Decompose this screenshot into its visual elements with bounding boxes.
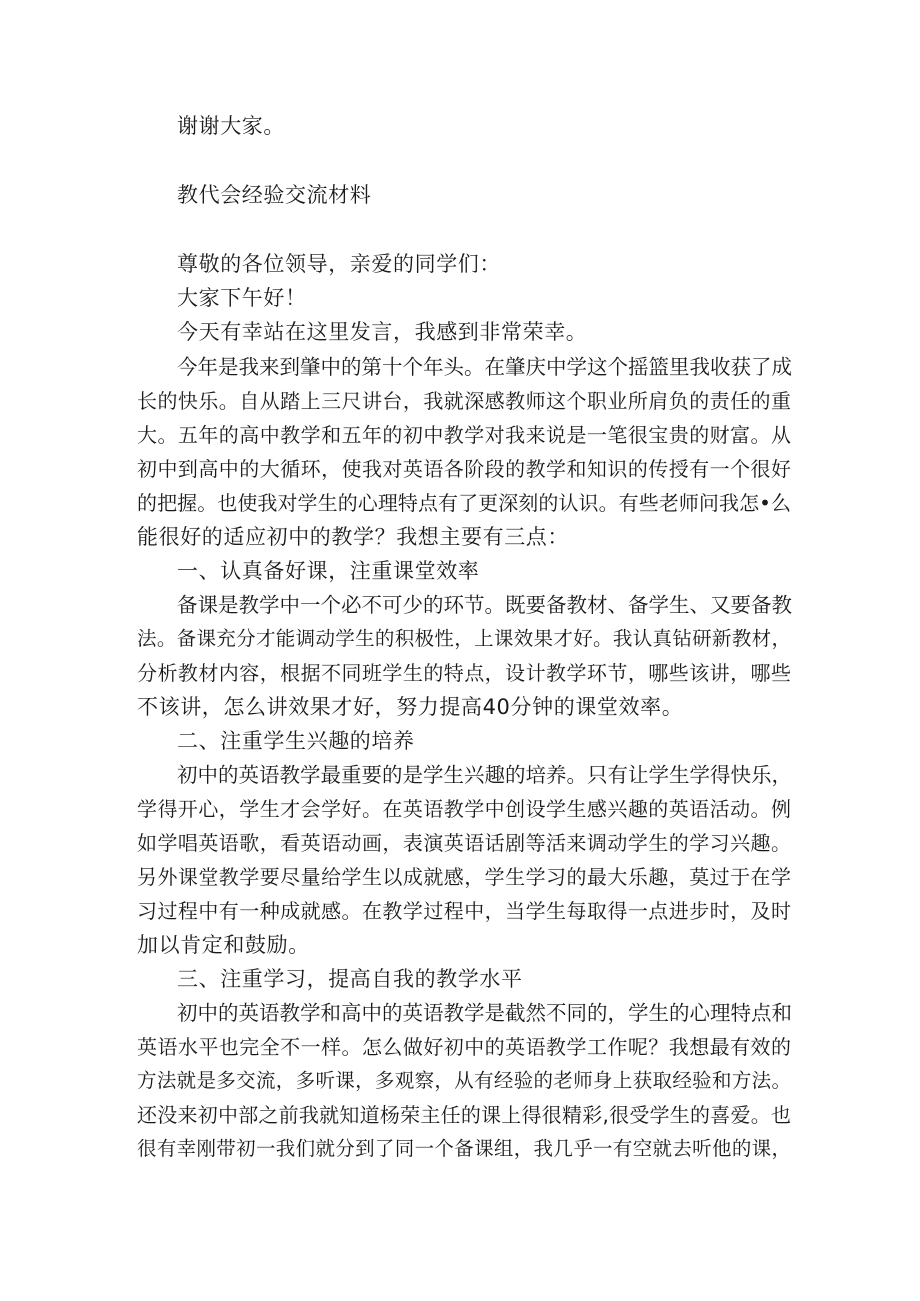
section-heading: 二、注重学生兴趣的培养: [177, 729, 415, 753]
paragraph-line: 加以肯定和鼓励。: [137, 933, 310, 957]
paragraph-line: 不该讲，怎么讲效果才好，努力提高40分钟的课堂效率。: [137, 695, 684, 719]
paragraph-line: 备课是教学中一个必不可少的环节。既要备教材、备学生、又要备教: [177, 593, 792, 617]
section-heading: 一、认真备好课，注重课堂效率: [177, 559, 480, 583]
paragraph-line: 如学唱英语歌，看英语动画，表演英语话剧等活来调动学生的学习兴趣。: [137, 831, 791, 855]
paragraph-line: 能很好的适应初中的教学？我想主要有三点：: [137, 525, 569, 549]
paragraph-line: 还没来初中部之前我就知道杨荣主任的课上得很精彩,很受学生的喜爱。也: [137, 1103, 791, 1127]
section-heading: 三、注重学习，提高自我的教学水平: [177, 967, 523, 991]
salutation: 尊敬的各位领导，亲爱的同学们：: [177, 252, 501, 276]
paragraph-line: 方法就是多交流，多听课，多观察，从有经验的老师身上获取经验和方法。: [137, 1069, 791, 1092]
paragraph-line: 分析教材内容，根据不同班学生的特点，设计教学环节，哪些该讲，哪些: [137, 661, 791, 685]
paragraph-line: 另外课堂教学要尽量给学生以成就感，学生学习的最大乐趣，莫过于在学: [137, 865, 791, 889]
paragraph-line: 很有幸刚带初一我们就分到了同一个备课组，我几乎一有空就去听他的课，: [137, 1137, 791, 1160]
paragraph-line: 长的快乐。自从踏上三尺讲台，我就深感教师这个职业所肩负的责任的重: [137, 389, 791, 413]
opening-line: 今天有幸站在这里发言，我感到非常荣幸。: [177, 320, 588, 344]
paragraph-line: 英语水平也完全不一样。怎么做好初中的英语教学工作呢？我想最有效的: [137, 1035, 791, 1059]
paragraph-line: 大。五年的高中教学和五年的初中教学对我来说是一笔很宝贵的财富。从: [137, 423, 791, 447]
paragraph-line: 法。备课充分才能调动学生的积极性，上课效果才好。我认真钻研新教材，: [137, 627, 791, 650]
paragraph-line: 初中的英语教学和高中的英语教学是截然不同的，学生的心理特点和: [177, 1001, 792, 1025]
paragraph-line: 初中到高中的大循环，使我对英语各阶段的教学和知识的传授有一个很好: [137, 457, 791, 481]
greeting: 大家下午好！: [177, 286, 307, 310]
paragraph-line: 习过程中有一种成就感。在教学过程中，当学生每取得一点进步时，及时: [137, 899, 791, 923]
closing-line: 谢谢大家。: [177, 114, 285, 138]
paragraph-line: 今年是我来到肇中的第十个年头。在肇庆中学这个摇篮里我收获了成: [177, 355, 792, 379]
paragraph-line: 初中的英语教学最重要的是学生兴趣的培养。只有让学生学得快乐，: [177, 763, 792, 787]
paragraph-line: 的把握。也使我对学生的心理特点有了更深刻的认识。有些老师问我怎•么: [137, 491, 791, 515]
paragraph-line: 学得开心，学生才会学好。在英语教学中创设学生感兴趣的英语活动。例: [137, 797, 791, 821]
document-title: 教代会经验交流材料: [177, 183, 372, 207]
